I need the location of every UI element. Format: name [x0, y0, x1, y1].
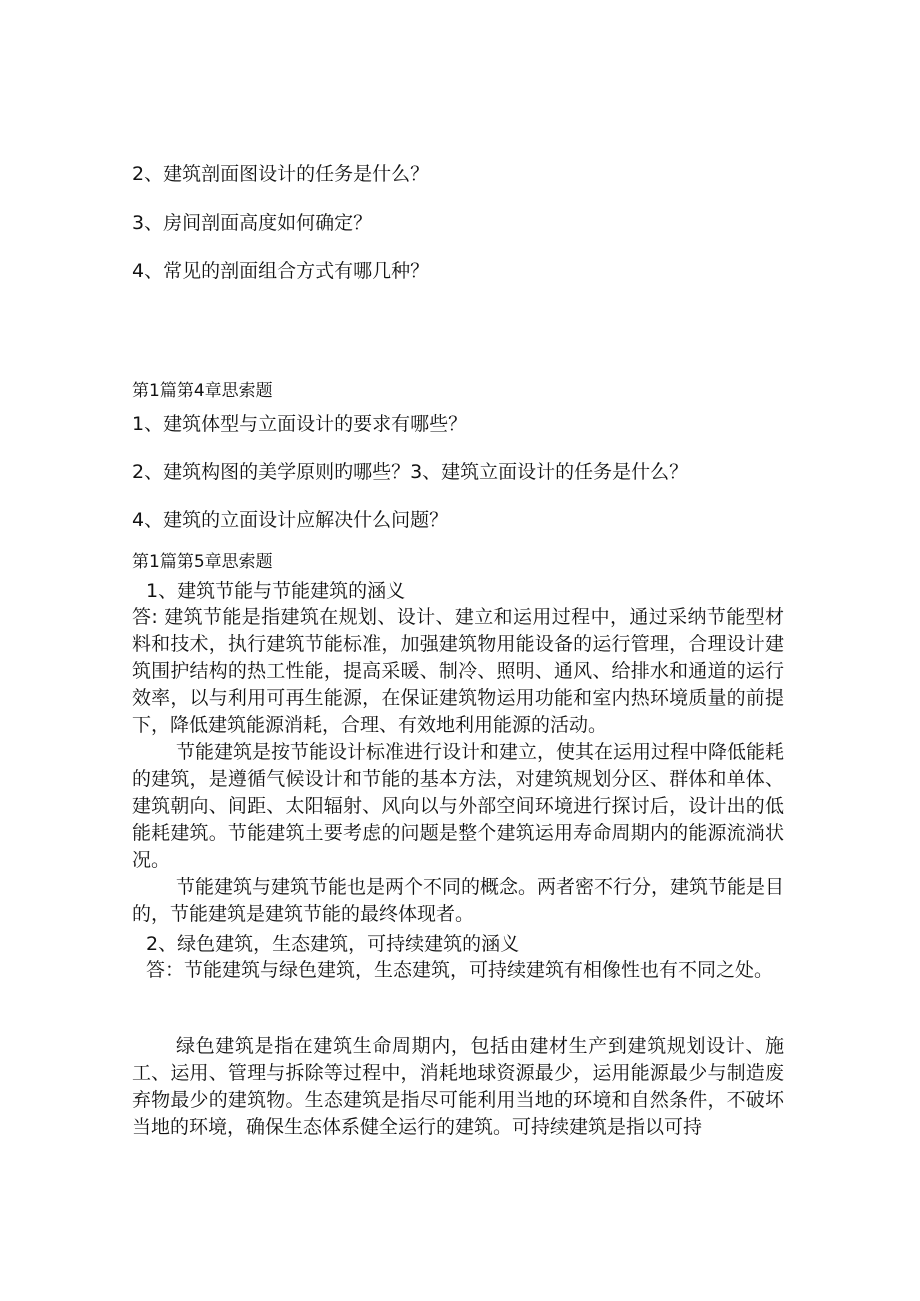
question-ch3-4: 4、常见的剖面组合方式有哪几种？ [132, 260, 430, 282]
question-ch4-4: 4、建筑的立面设计应解决什么问题？ [132, 509, 449, 531]
chapter5-heading: 第1篇第5章思索题 [132, 552, 273, 572]
question-ch4-2-3: 2、建筑构图的美学原则旳哪些？3、建筑立面设计的任务是什么？ [132, 461, 689, 483]
answer-ch5-1-paragraph-2: 节能建筑是按节能设计标准进行设计和建立，使其在运用过程中降低能耗的建筑，是遵循气候设计和节能的基本方法，对建筑规划分区、群体和单体、建筑朝向、间距、太阳辐射、风向以与外部空间环境进行探讨后，设计出的低能耗建筑。节能建筑土要考虑的问题是整个建筑运用寿命周期内的能源流淌状况。 [132, 741, 785, 871]
question-ch5-1: 1、建筑节能与节能建筑的涵义 [146, 580, 406, 602]
chapter4-heading: 第1篇第4章思索题 [132, 381, 273, 401]
question-ch3-3: 3、房间剖面高度如何确定？ [132, 212, 373, 234]
answer-ch5-1-paragraph-3: 节能建筑与建筑节能也是两个不同的概念。两者密不行分，建筑节能是目的，节能建筑是建筑节能的最终体现者。 [132, 876, 785, 925]
answer-ch5-1-paragraph-1: 答: 建筑节能是指建筑在规划、设计、建立和运用过程中，通过采纳节能型材料和技术，执行建筑节能标准，加强建筑物用能设备的运行管理，合理设计建筑围护结构的热工性能，提高采暖、制冷、照明、通风、给排水和通道的运行效率，以与利用可再生能源，在保证建筑物运用功能和室内热环境质量的前提下，降低建筑能源消耗，合理、有效地利用能源的活动。 [132, 606, 784, 736]
answer-ch5-2-paragraph-1: 答：节能建筑与绿色建筑，生态建筑，可持续建筑有相像性也有不同之处。 [146, 959, 774, 981]
question-ch4-1: 1、建筑体型与立面设计的要求有哪些？ [132, 413, 468, 435]
question-ch5-2: 2、绿色建筑，生态建筑，可持续建筑的涵义 [146, 933, 520, 955]
answer-ch5-2-paragraph-2: 绿色建筑是指在建筑生命周期内，包括由建材生产到建筑规划设计、施工、运用、管理与拆除等过程中，消耗地球资源最少，运用能源最少与制造废弃物最少的建筑物。生态建筑是指尽可能利用当地的环境和自然条件，不破坏当地的环境，确保生态体系健全运行的建筑。可持续建筑是指以可持 [132, 1035, 784, 1138]
question-ch3-2: 2、建筑剖面图设计的任务是什么？ [132, 163, 430, 185]
